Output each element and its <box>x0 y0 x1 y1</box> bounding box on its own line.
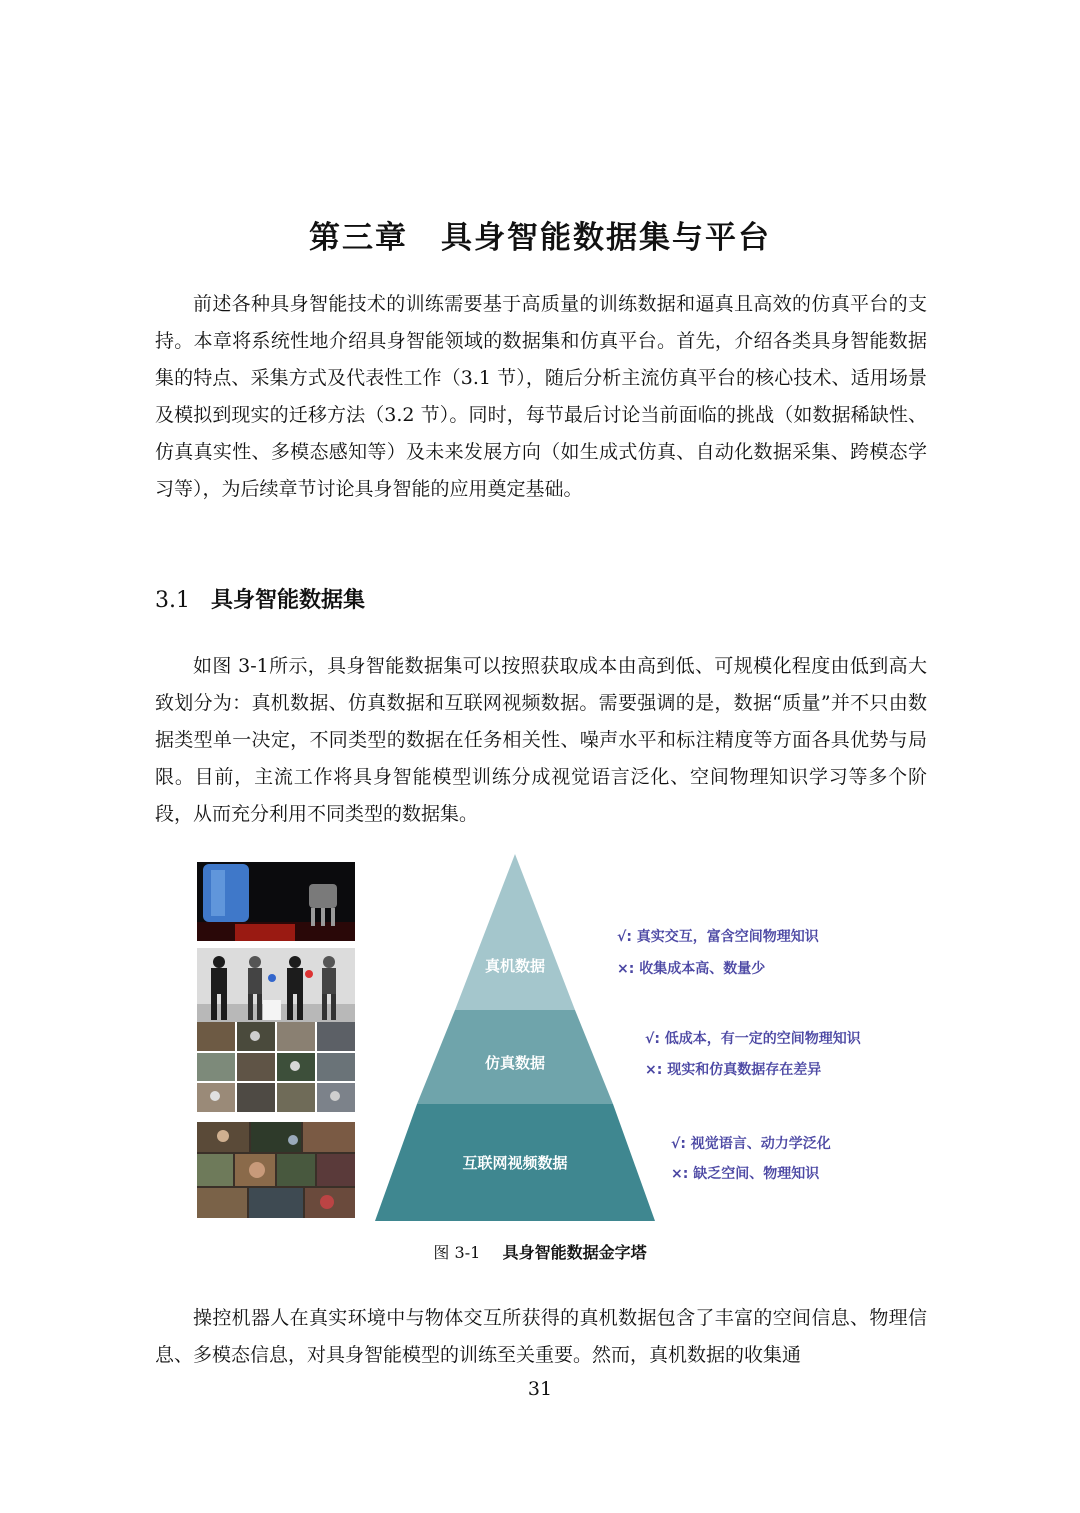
figure-caption <box>0 1240 1080 1263</box>
section-paragraph: 如图 3-1所示，具身智能数据集可以按照获取成本由高到低、可规模化程度由低到高大致划分为：真机数据、仿真数据和互联网视频数据。需要强调的是，数据“质量”并不只由数据类型单一决定，不同类型的数据在任务相关性、噪声水平和标注精度等方面各具优势与局限。目前，主流工作将具身智能模型训练分成视觉语言泛化、空间物理知识学习等多个阶段，从而充分利用不同类型的数据集。 <box>155 655 927 825</box>
tier-label-simulation: 仿真数据 <box>484 1054 546 1072</box>
tier-pro-simulation: √: 低成本，有一定的空间物理知识 <box>645 1031 861 1047</box>
intro-paragraph: 前述各种具身智能技术的训练需要基于高质量的训练数据和逼真且高效的仿真平台的支持。本章将系统性地介绍具身智能领域的数据集和仿真平台。首先，介绍各类具身智能数据集的特点、采集方式及代表性工作（3.1 节），随后分析主流仿真平台的核心技术、适用场景及模拟到现实的迁移方法（3.2 节）。同时，每节最后讨论当前面临的挑战（如数据稀缺性、仿真真实性、多模态感知等）及未来发展方向（如生成式仿真、自动化数据采集、跨模态学习等），为后续章节讨论具身智能的应用奠定基础。 <box>155 293 927 500</box>
photo-humanoid-teleop <box>197 948 355 1027</box>
data-pyramid <box>373 850 663 1225</box>
tier-pro-real-robot: √: 真实交互，富含空间物理知识 <box>617 929 819 945</box>
photo-simulation-grid <box>197 1022 355 1112</box>
section-heading <box>155 583 365 614</box>
photo-internet-video-collage <box>197 1122 355 1218</box>
continuation-paragraph: 操控机器人在真实环境中与物体交互所获得的真机数据包含了丰富的空间信息、物理信息、多模态信息，对具身智能模型的训练至关重要。然而，真机数据的收集通 <box>155 1307 927 1366</box>
figure-caption-label: 图 3-1 <box>433 1243 481 1262</box>
photo-real-robot-scene <box>197 862 355 941</box>
pyramid-figure <box>197 850 887 1225</box>
pyramid-tier-top <box>455 854 575 1010</box>
figure-caption-title: 具身智能数据金字塔 <box>502 1243 647 1262</box>
tier-pro-internet-video: √: 视觉语言、动力学泛化 <box>671 1136 831 1152</box>
tier-con-internet-video: ×: 缺乏空间、物理知识 <box>671 1166 820 1182</box>
section-number: 3.1 <box>155 588 190 613</box>
tier-label-real-robot: 真机数据 <box>484 957 546 975</box>
tier-con-simulation: ×: 现实和仿真数据存在差异 <box>645 1062 822 1078</box>
section-title: 具身智能数据集 <box>211 588 366 613</box>
chapter-title: 第三章 具身智能数据集与平台 <box>309 220 771 256</box>
tier-label-internet-video: 互联网视频数据 <box>462 1154 568 1172</box>
page-number: 31 <box>527 1378 553 1400</box>
tier-con-real-robot: ×: 收集成本高、数量少 <box>617 961 766 977</box>
